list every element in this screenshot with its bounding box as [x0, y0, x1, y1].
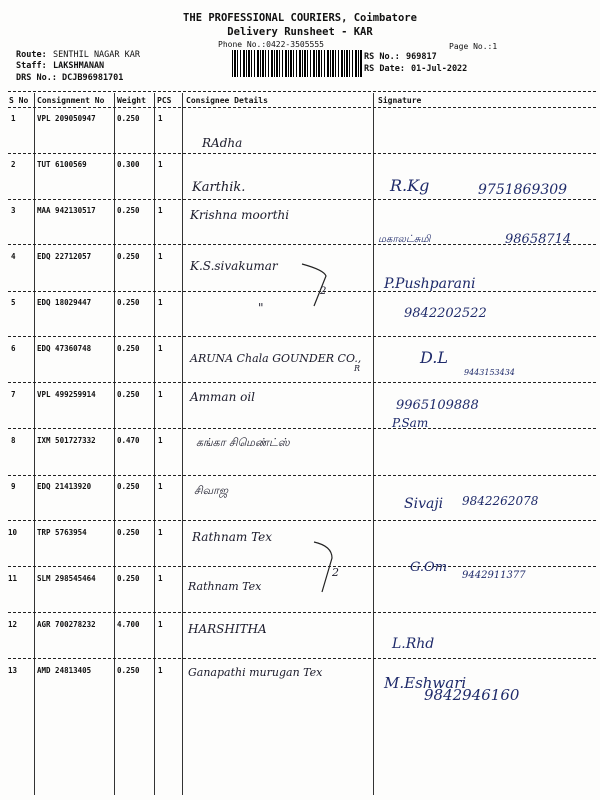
- row-rule: [8, 382, 596, 383]
- row-pcs: 1: [158, 344, 163, 353]
- row-phone: 9965109888: [396, 398, 479, 413]
- row-consignee: Krishna moorthi: [190, 208, 290, 222]
- row-pcs: 1: [158, 574, 163, 583]
- row-signature: P.Pushparani: [384, 276, 476, 292]
- sheet-title: Delivery Runsheet - KAR: [227, 26, 373, 38]
- row-weight: 0.250: [117, 574, 140, 583]
- row-rule: [8, 475, 596, 476]
- row-consignee: Amman oil: [190, 390, 256, 404]
- row-sno: 12: [8, 620, 18, 629]
- row-sno: 13: [8, 666, 18, 675]
- row-consignee: Rathnam Tex: [188, 580, 262, 593]
- row-pcs: 1: [158, 436, 163, 445]
- table-top-rule: [8, 91, 596, 92]
- row-sno: 8: [11, 436, 16, 445]
- company-title: THE PROFESSIONAL COURIERS, Coimbatore: [183, 12, 417, 24]
- row-consignee: Rathnam Tex: [192, 530, 273, 544]
- row-weight: 0.470: [117, 436, 140, 445]
- row-phone: 9442911377: [462, 570, 526, 581]
- bracket-count: 2: [332, 566, 339, 579]
- barcode: [232, 50, 362, 77]
- route-label: Route:: [16, 50, 47, 60]
- row-pcs: 1: [158, 390, 163, 399]
- row-consignment: VPL 209050947: [37, 114, 96, 123]
- col-consignee: Consignee Details: [186, 96, 268, 105]
- row-signature: M.Eshwari: [384, 674, 467, 692]
- row-consignee: Karthik.: [192, 180, 246, 195]
- row-pcs: 1: [158, 206, 163, 215]
- row-weight: 0.250: [117, 390, 140, 399]
- row-consignee: கங்கா சிமெண்ட்ஸ்: [196, 436, 290, 449]
- rs-date-label: RS Date:: [364, 64, 405, 74]
- row-phone: 9751869309: [478, 182, 568, 198]
- row-consignment: EDQ 18029447: [37, 298, 92, 307]
- row-consignment: EDQ 21413920: [37, 482, 92, 491]
- row-weight: 0.250: [117, 298, 140, 307]
- rs-date-value: 01-Jul-2022: [411, 64, 468, 74]
- row-signature: P.Sam: [392, 416, 429, 430]
- row-weight: 0.250: [117, 344, 140, 353]
- row-weight: 4.700: [117, 620, 140, 629]
- row-consignee: ARUNA Chala GOUNDER CO.,: [190, 352, 362, 365]
- row-consignment: AMD 24813405: [37, 666, 92, 675]
- row-consignment: VPL 499259914: [37, 390, 96, 399]
- row-sno: 3: [11, 206, 16, 215]
- row-sno: 4: [11, 252, 16, 261]
- row-sno: 9: [11, 482, 16, 491]
- row-consignment: MAA 942130517: [37, 206, 96, 215]
- col-consignment: Consignment No: [37, 96, 105, 105]
- row-signature: G.Om: [410, 560, 448, 575]
- table-header-rule: [8, 107, 596, 108]
- staff-value: LAKSHMANAN: [53, 61, 105, 71]
- col-weight: Weight: [117, 96, 146, 105]
- row-pcs: 1: [158, 620, 163, 629]
- col-signature: Signature: [378, 96, 422, 105]
- row-consignment: SLM 298545464: [37, 574, 96, 583]
- row-rule: [8, 428, 596, 429]
- row-rule: [8, 153, 596, 154]
- row-sno: 6: [11, 344, 16, 353]
- row-phone: 98658714: [505, 232, 572, 247]
- row-rule: [8, 612, 596, 613]
- bracket-count: 2: [320, 286, 327, 297]
- col-sno: S No: [9, 96, 29, 105]
- row-pcs: 1: [158, 528, 163, 537]
- row-consignee: ": [258, 301, 264, 315]
- row-signature: Sivaji: [404, 496, 444, 512]
- row-pcs: 1: [158, 482, 163, 491]
- page-number: Page No.:1: [449, 42, 498, 51]
- row-pcs: 1: [158, 298, 163, 307]
- row-pcs: 1: [158, 114, 163, 123]
- row-rule: [8, 199, 596, 200]
- route-value: SENTHIL NAGAR KAR: [53, 50, 140, 60]
- row-sno: 2: [11, 160, 16, 169]
- row-weight: 0.250: [117, 114, 140, 123]
- col-pcs: PCS: [157, 96, 172, 105]
- row-sno: 7: [11, 390, 16, 399]
- row-consignee: K.S.sivakumar: [190, 259, 278, 273]
- row-weight: 0.250: [117, 206, 140, 215]
- row-consignee: சிவாஜ: [194, 484, 229, 497]
- row-consignment: AGR 700278232: [37, 620, 96, 629]
- row-signature: D.L: [420, 348, 448, 367]
- rs-no-value: 969817: [406, 52, 437, 62]
- row-signature: R.Kg: [390, 176, 430, 195]
- drs-value: DCJB96981701: [62, 73, 124, 83]
- row-pcs: 1: [158, 666, 163, 675]
- row-phone: 9842202522: [404, 306, 487, 321]
- row-rule: [8, 658, 596, 659]
- row-rule: [8, 566, 596, 567]
- row-rule: [8, 336, 596, 337]
- row-consignment: EDQ 22712057: [37, 252, 92, 261]
- row-phone: 9842262078: [462, 494, 539, 508]
- row-consignee: RAdha: [202, 136, 243, 150]
- row-weight: 0.250: [117, 528, 140, 537]
- staff-label: Staff:: [16, 61, 47, 71]
- row-consignment: EDQ 47360748: [37, 344, 92, 353]
- row-weight: 0.250: [117, 482, 140, 491]
- row-phone: 9842946160: [424, 686, 520, 704]
- row-consignment: TRP 5763954: [37, 528, 87, 537]
- row-consignment: IXM 501727332: [37, 436, 96, 445]
- rs-no-label: RS No.:: [364, 52, 400, 62]
- row-weight: 0.250: [117, 252, 140, 261]
- row-pcs: 1: [158, 252, 163, 261]
- row-consignment: TUT 6100569: [37, 160, 87, 169]
- row-rule: [8, 520, 596, 521]
- row-signature: மகாலட்சுமி: [378, 234, 431, 245]
- row-signature: L.Rhd: [392, 636, 435, 652]
- row-weight: 0.300: [117, 160, 140, 169]
- row-consignee: Ganapathi murugan Tex: [188, 666, 323, 679]
- row-sno: 1: [11, 114, 16, 123]
- row-consignee: HARSHITHA: [188, 622, 267, 636]
- row-sno: 5: [11, 298, 16, 307]
- row-sno: 11: [8, 574, 18, 583]
- row-weight: 0.250: [117, 666, 140, 675]
- drs-label: DRS No.:: [16, 73, 57, 83]
- row-mark: R: [354, 364, 361, 373]
- row-pcs: 1: [158, 160, 163, 169]
- row-sno: 10: [8, 528, 18, 537]
- phone-number: Phone No.:0422-3505555: [218, 40, 324, 49]
- row-phone: 9443153434: [464, 368, 515, 377]
